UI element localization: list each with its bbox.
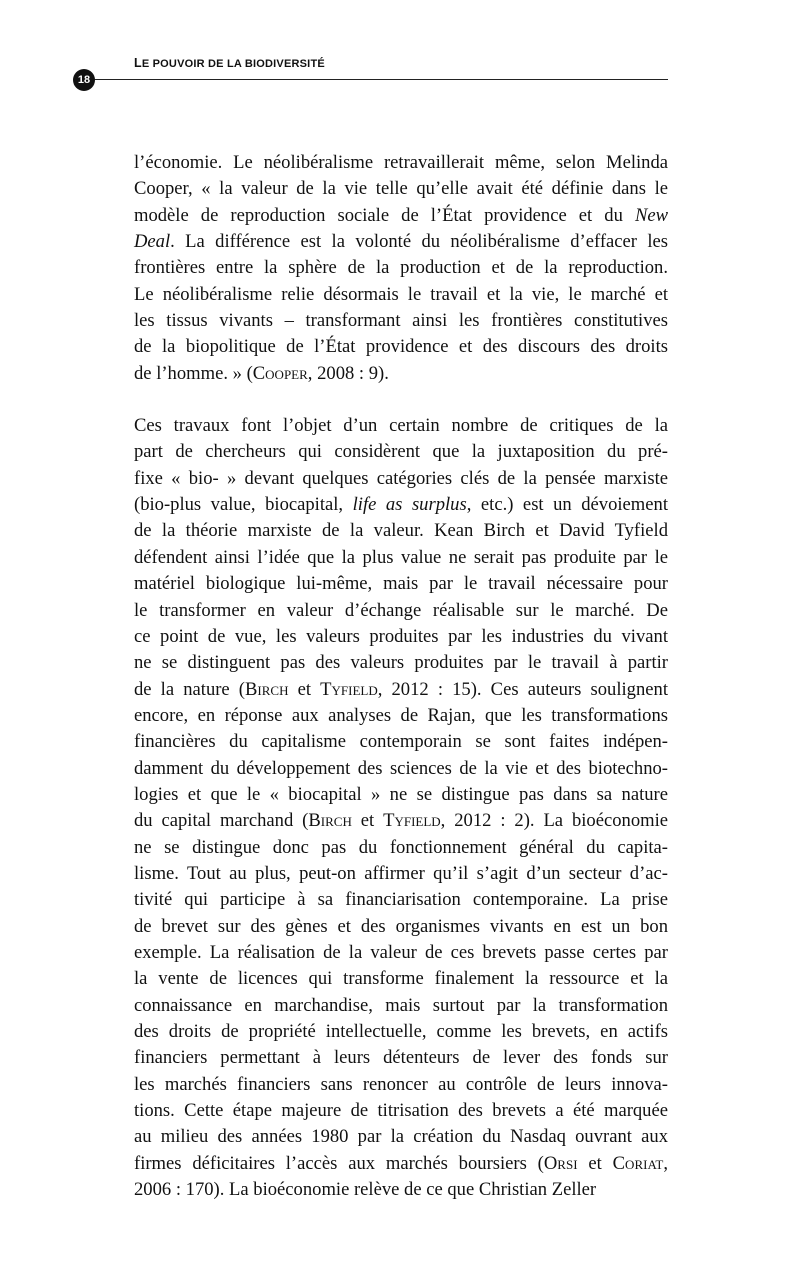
- text-line: 2006 : 170). La bioéconomie relève de ce que Christian Zeller: [134, 1179, 597, 1201]
- text-line: [134, 1151, 668, 1177]
- text-line: [134, 677, 668, 703]
- citation-author: Birch: [245, 678, 289, 700]
- text-line: connaissance en marchandise, mais surtout par la transformation: [134, 994, 668, 1016]
- text-line: ne se distingue donc pas du fonctionnement général du capita-: [134, 836, 668, 858]
- running-head: [134, 56, 325, 70]
- text-line: l’économie. Le néolibéralisme retravaillerait même, selon Melinda: [134, 152, 668, 173]
- italic-text: life as surplus: [352, 494, 467, 516]
- text-line: défendent ainsi l’idée que la plus value ne serait pas produite par le: [134, 546, 668, 568]
- text-line: encore, en réponse aux analyses de Rajan, que les transformations: [134, 704, 668, 726]
- citation-author: Coriat: [612, 1152, 664, 1174]
- text-segment: , 2012 : 15). Ces auteurs soulignent: [377, 678, 668, 700]
- text-line: lisme. Tout au plus, peut-on affirmer qu’il s’agit d’un secteur d’ac-: [134, 862, 668, 884]
- text-line: damment du développement des sciences de la vie et des biotechno-: [134, 757, 668, 779]
- text-line: le transformer en valeur d’échange réalisable sur le marché. De: [134, 599, 668, 621]
- text-line: financières du capitalisme contemporain se sont faites indépen-: [134, 731, 668, 753]
- text-segment: modèle de reproduction sociale de l’État providence et du: [134, 204, 635, 226]
- text-segment: ,: [663, 1152, 668, 1174]
- text-line: [134, 361, 668, 387]
- text-line: fixe « bio- » devant quelques catégories clés de la pensée marxiste: [134, 467, 668, 489]
- text-line: ce point de vue, les valeurs produites par les industries du vivant: [134, 625, 668, 647]
- text-line: de brevet sur des gènes et des organismes vivants en est un bon: [134, 915, 668, 937]
- text-segment: de la nature (: [134, 678, 245, 700]
- text-segment: . La différence est la volonté du néolibéralisme d’effacer les: [170, 231, 668, 253]
- citation-author: Tyfield: [383, 810, 441, 832]
- italic-text: Deal: [134, 231, 171, 253]
- text-line: Le néolibéralisme relie désormais le travail et la vie, le marché et: [134, 283, 668, 305]
- text-line: part de chercheurs qui considèrent que la juxtaposition du pré-: [134, 441, 668, 463]
- text-line: Cooper, « la valeur de la vie telle qu’elle avait été définie dans le: [134, 178, 668, 200]
- text-line: de la théorie marxiste de la valeur. Kean Birch et David Tyfield: [134, 520, 668, 542]
- text-line: Ces travaux font l’objet d’un certain nombre de critiques de la: [134, 415, 668, 437]
- text-line: matériel biologique lui-même, mais par le travail nécessaire pour: [134, 573, 668, 595]
- citation-author: Birch: [308, 810, 352, 832]
- text-line: financiers permettant à leurs détenteurs de lever des fonds sur: [134, 1047, 668, 1069]
- citation-author: Tyfield: [320, 678, 378, 700]
- body-text: [134, 150, 668, 1203]
- text-line: les tissus vivants – transformant ainsi les frontières constitutives: [134, 310, 668, 332]
- text-line: la vente de licences qui transforme finalement la ressource et la: [134, 968, 668, 990]
- running-head-rest: E POUVOIR DE LA BIODIVERSITÉ: [141, 58, 325, 70]
- page-number-badge: 18: [73, 69, 95, 91]
- text-line: de la biopolitique de l’État providence et des discours des droits: [134, 336, 668, 358]
- italic-text: New: [634, 204, 668, 226]
- text-segment: , 2008 : 9).: [307, 362, 389, 384]
- text-line: [134, 229, 668, 255]
- citation-author: Cooper: [252, 362, 308, 384]
- text-segment: de l’homme. » (: [134, 362, 253, 384]
- text-line: les marchés financiers sans renoncer au contrôle de leurs innova-: [134, 1073, 668, 1095]
- paragraph: [134, 150, 668, 387]
- paragraph: [134, 413, 668, 1203]
- text-line: [134, 203, 668, 229]
- text-segment: (bio-plus value, biocapital,: [134, 494, 353, 516]
- citation-author: Orsi: [543, 1152, 578, 1174]
- running-head-initial: L: [134, 56, 142, 70]
- text-line: frontières entre la sphère de la production et de la reproduction.: [134, 257, 668, 279]
- text-line: tions. Cette étape majeure de titrisation des brevets a été marquée: [134, 1100, 668, 1122]
- header-rule: [85, 79, 668, 80]
- text-segment: et: [288, 678, 321, 700]
- text-segment: firmes déficitaires l’accès aux marchés boursiers (: [134, 1152, 544, 1174]
- text-line: [134, 492, 668, 518]
- text-segment: et: [351, 810, 384, 832]
- text-line: tivité qui participe à sa financiarisation contemporaine. La prise: [134, 889, 668, 911]
- text-line: logies et que le « biocapital » ne se distingue pas dans sa nature: [134, 783, 668, 805]
- text-line: des droits de propriété intellectuelle, comme les brevets, en actifs: [134, 1021, 668, 1042]
- text-segment: , etc.) est un dévoiement: [466, 494, 668, 516]
- text-line: au milieu des années 1980 par la création du Nasdaq ouvrant aux: [134, 1126, 668, 1148]
- text-segment: , 2012 : 2). La bioéconomie: [440, 810, 669, 832]
- text-line: exemple. La réalisation de la valeur de ces brevets passe certes par: [134, 941, 668, 963]
- text-segment: du capital marchand (: [134, 810, 309, 832]
- text-line: [134, 808, 668, 834]
- text-line: ne se distinguent pas des valeurs produites par le travail à partir: [134, 652, 668, 674]
- text-segment: et: [577, 1152, 613, 1174]
